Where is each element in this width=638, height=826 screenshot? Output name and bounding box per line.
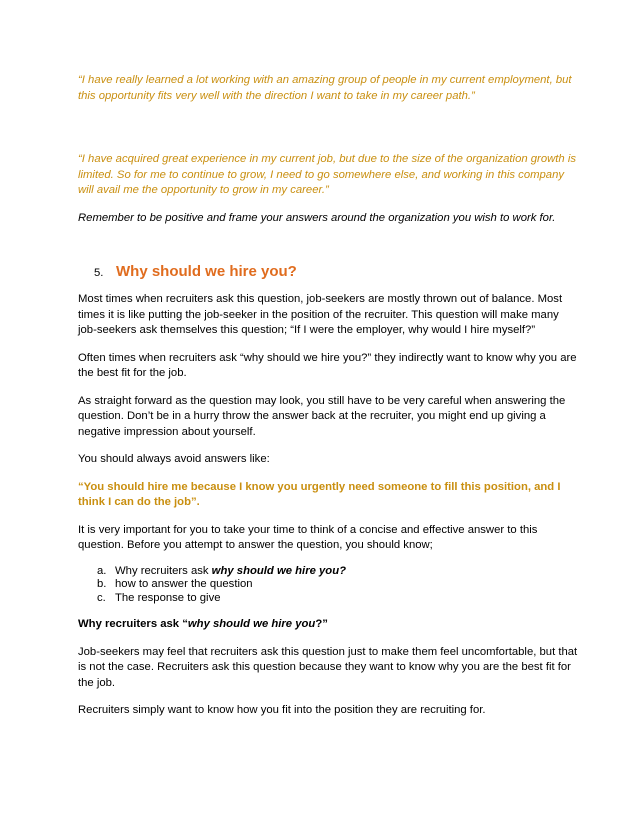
list-item [97,578,578,592]
list-marker: c. [97,591,106,604]
paragraph-6: It is very important for you to take your time to think of a concise and effective answer to this question. Before you attempt to answer the question, you should know; [78,523,538,551]
paragraph-8: Recruiters simply want to know how you fit into the position they are recruiting for. [78,704,486,716]
subheading [78,617,578,633]
list-item [97,565,578,579]
topic-list [78,565,578,606]
paragraph-2: Often times when recruiters ask “why should we hire you?” they indirectly want to know why you are the best fit for the job. [78,351,577,379]
section-title: Why should we hire you? [116,263,297,280]
paragraph-7: Job-seekers may feel that recruiters ask this question just to make them feel uncomfortable, but that is not the case. Recruiters ask this question because they want to know why you are the best fit for the job. [78,645,578,689]
paragraph-4: You should always avoid answers like: [78,453,270,465]
subheading-suffix: ?” [315,618,328,630]
list-marker: b. [97,578,107,590]
document-page [78,73,578,719]
list-item-text: The response to give [115,591,221,604]
paragraph-3: As straight forward as the question may look, you still have to be very careful when answering the question. Don’t be in a hurry throw the answer back at the recruiter, you might end up giving a negative impression about yourself. [78,394,566,438]
list-item-emphasis: why should we hire you? [211,564,346,577]
list-item-text: how to answer the question [115,578,253,590]
quote-2: “I have acquired great experience in my current job, but due to the size of the organization growth is limited. So for me to continue to grow, I need to go somewhere else, and working in this company will avail me the opportunity to grow in my career.” [78,153,576,196]
quote-1: “I have really learned a lot working with an amazing group of people in my current employment, but this opportunity fits very well with the direction I want to take in my career path.” [78,74,572,102]
list-marker: a. [97,564,107,577]
paragraph-1: Most times when recruiters ask this question, job-seekers are mostly thrown out of balance. Most times it is like putting the job-seeker in the position of the recruiter. This question will make many job-seekers ask themselves this question; “If I were the employer, why would I hire myself?” [78,293,563,336]
section-number: 5. [94,267,104,279]
list-item-prefix: Why recruiters ask [115,564,212,577]
reminder-text: Remember to be positive and frame your answers around the organization you wish to work for. [78,211,556,224]
subheading-emphasis: why should we hire you [187,618,316,630]
section-heading [94,263,578,280]
list-item-text [115,565,346,579]
list-item [97,592,578,606]
subheading-prefix: Why recruiters ask “ [78,618,188,630]
example-answer: “You should hire me because I know you urgently need someone to fill this position, and I think I can do the job”. [78,480,561,508]
